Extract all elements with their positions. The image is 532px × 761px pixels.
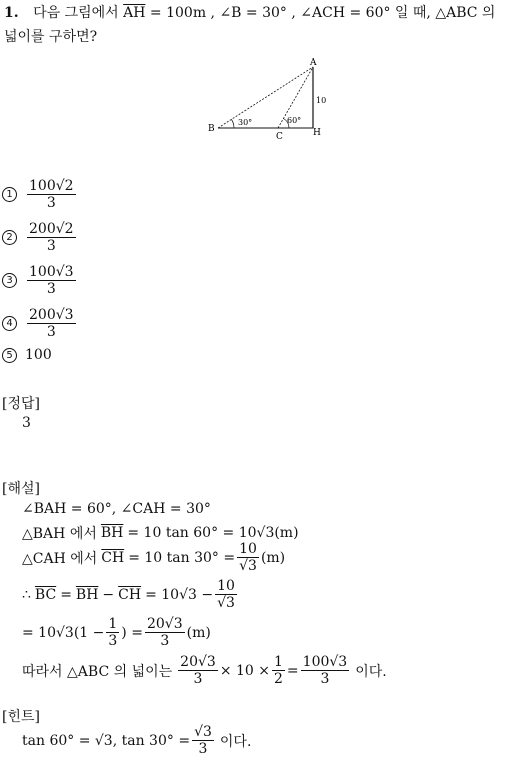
choice-3-fraction: $\frac{100√3}{3}$ bbox=[29, 264, 74, 298]
segment-ch-2: $\overline{CH}$ bbox=[118, 586, 142, 603]
segment-ah: $\overline{AH}$ bbox=[123, 5, 146, 21]
question-text-a: 다음 그림에서 bbox=[33, 5, 119, 21]
angle-label-c: 60° bbox=[287, 116, 302, 125]
choice-1-fraction: $\frac{100√2}{3}$ bbox=[29, 178, 74, 212]
answer-heading: [정답] bbox=[2, 396, 40, 412]
segment-bh-2: $\overline{BH}$ bbox=[75, 586, 99, 603]
choice-5-value: 100 bbox=[25, 347, 52, 363]
choice-mark-2: 2 bbox=[2, 230, 17, 245]
hint-line: tan 60° = √3, tan 30° = $\frac{√3}{3}$ 이다. bbox=[22, 724, 252, 758]
choice-mark-1: 1 bbox=[2, 187, 17, 202]
choice-5[interactable] bbox=[2, 347, 52, 363]
choice-mark-5: 5 bbox=[2, 348, 17, 363]
label-c: C bbox=[276, 132, 283, 142]
solution-line-2: △BAH 에서 $\overline{BH}$ = 10 tan 60° = 10√3(m) bbox=[22, 525, 299, 542]
choice-mark-3: 3 bbox=[2, 273, 17, 288]
segment-bh: $\overline{BH}$ bbox=[100, 525, 124, 541]
solution-line-6: 따라서 △ABC 의 넓이는 $\frac{20√3}{3}$ × 10 × $\frac{1}{2}$ = $\frac{100√3}{3}$ 이다. bbox=[22, 654, 387, 688]
angle-label-b: 30° bbox=[238, 118, 253, 127]
solution-line-4: ∴ $\overline{BC}$ = $\overline{BH}$ − $\overline{CH}$ = 10√3 − $\frac{10}{√3}$ bbox=[22, 578, 235, 612]
solution-line-5: = 10√3(1 − $\frac{1}{3}$ ) = $\frac{20√3}{3}$ (m) bbox=[22, 616, 211, 650]
hint-heading: [힌트] bbox=[2, 709, 40, 725]
angle-arc-b bbox=[232, 120, 235, 129]
choice-mark-4: 4 bbox=[2, 316, 17, 331]
solution-line-3: △CAH 에서 $\overline{CH}$ = 10 tan 30° = $\frac{10}{√3}$ (m) bbox=[22, 541, 286, 575]
triangle-figure bbox=[200, 55, 340, 145]
question-number: 1. bbox=[4, 5, 19, 21]
segment-bc: $\overline{BC}$ bbox=[34, 586, 57, 603]
label-a: A bbox=[310, 58, 317, 68]
choice-2-fraction: $\frac{200√2}{3}$ bbox=[29, 221, 74, 255]
solution-line-1: ∠BAH = 60°, ∠CAH = 30° bbox=[22, 501, 211, 517]
choice-4-fraction: $\frac{200√3}{3}$ bbox=[29, 307, 74, 341]
label-b: B bbox=[208, 124, 215, 134]
choice-2[interactable] bbox=[2, 221, 78, 254]
choice-4[interactable] bbox=[2, 307, 78, 340]
label-h: H bbox=[313, 128, 321, 138]
choice-1[interactable] bbox=[2, 178, 78, 211]
side-label-ah: 10 bbox=[316, 96, 327, 105]
question-line-2 bbox=[4, 26, 97, 46]
segment-ch: $\overline{CH}$ bbox=[101, 549, 125, 566]
question-line-1 bbox=[4, 2, 495, 22]
choice-3[interactable] bbox=[2, 264, 78, 297]
question-text-c: 넓이를 구하면? bbox=[4, 29, 98, 45]
solution-heading: [해설] bbox=[2, 481, 40, 497]
question-text-b: = 100m , ∠B = 30° , ∠ACH = 60° 일 때, △ABC 의 bbox=[149, 5, 496, 21]
answer-value: 3 bbox=[22, 415, 31, 431]
